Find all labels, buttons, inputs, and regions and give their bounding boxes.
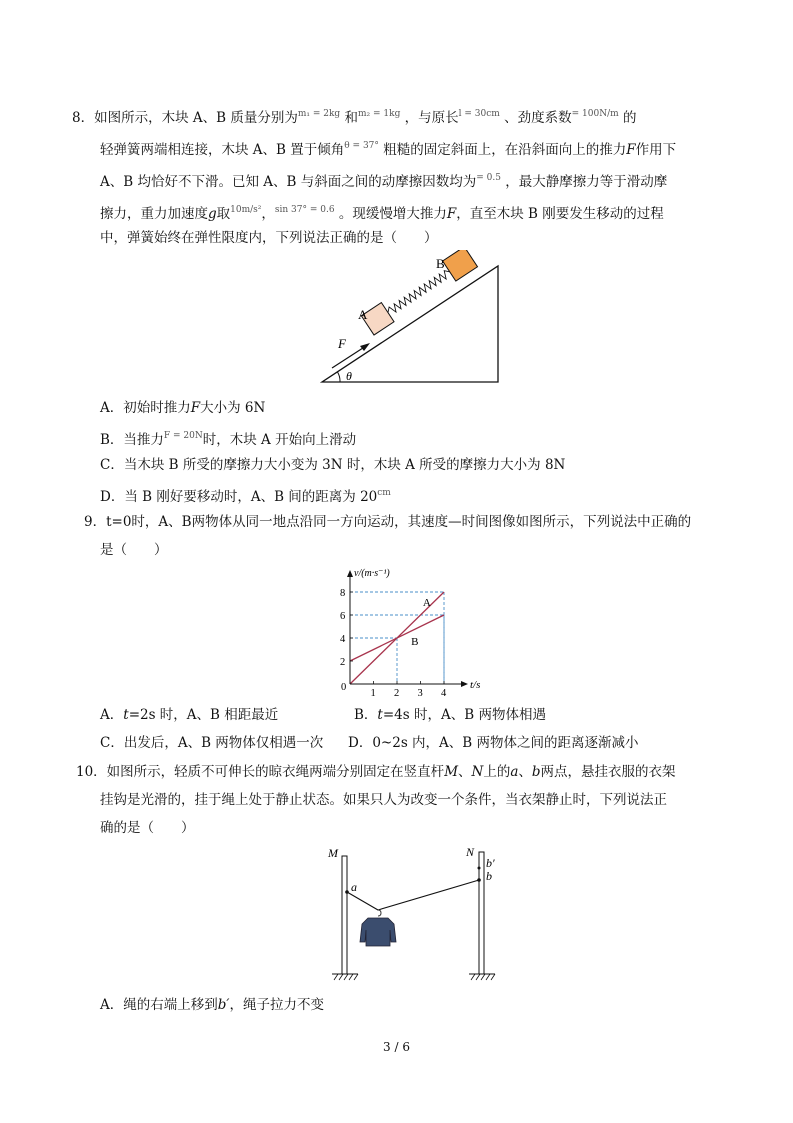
y-tick-4: 4 — [340, 634, 346, 645]
block-b — [443, 250, 478, 281]
formula-m2: m₂ = 1kg — [358, 109, 401, 119]
formula-angle: θ = 37° — [344, 141, 379, 151]
formula-length: l = 30cm — [458, 109, 500, 119]
x-axis-arrow — [461, 681, 468, 687]
x-tick-2: 2 — [394, 688, 400, 699]
q9-line-1: 9．t=0时，A、B两物体从同一地点沿同一方向运动，其速度—时间图像如图所示，下列说法中正确的 — [84, 514, 692, 530]
series-label-b: B — [411, 635, 419, 648]
q9-line-2: 是（ ） — [100, 542, 168, 558]
q8-option-b: B．当推力$^{F = 20N}$时，木块 A 开始向上滑动 — [100, 431, 357, 448]
x-tick-1: 1 — [370, 688, 376, 699]
q10-line-2: 挂钩是光滑的，挂于绳上处于静止状态。如果只人为改变一个条件，当衣架静止时，下列说法正 — [100, 792, 667, 808]
force-arrowhead — [360, 343, 370, 351]
q8-option-a: A．初始时推力F大小为 6N — [100, 400, 266, 416]
formula-k: = 100N/m — [571, 109, 619, 119]
label-b-prime: b′ — [486, 856, 495, 870]
formula-m1: m₁ = 2kg — [297, 109, 341, 119]
q8-line-3: A、B 均恰好不下滑。已知 A、B 与斜面之间的动摩擦因数均为$^{= 0.5}$ ，最大静摩擦力等于滑动摩 — [100, 173, 668, 190]
rope — [347, 880, 479, 910]
q8-line-5: 中，弹簧始终在弹性限度内，下列说法正确的是（ ） — [100, 230, 438, 246]
incline-figure — [318, 250, 508, 390]
y-axis-arrow — [347, 570, 353, 577]
x-axis-label: t/s — [470, 679, 481, 691]
pole-n — [479, 852, 484, 974]
q9-option-b: B．t=4s 时，A、B 两物体相遇 — [354, 707, 546, 723]
q10-option-a: A．绳的右端上移到b′，绳子拉力不变 — [100, 997, 324, 1013]
incline-wedge — [322, 266, 498, 382]
clothesline-figure — [320, 842, 510, 990]
label-b: B — [436, 256, 445, 271]
spring — [386, 269, 452, 316]
angle-arc — [338, 372, 341, 382]
q8-line-1: 8．如图所示，木块 A、B 质量分别为$^{m_1 = 2kg}$ 和$^{m_2 = 1kg}$ ，与原长$^{l = 30cm}$ 、劲度系数$^{= 100N/m}$ 的 — [72, 109, 637, 126]
sweater — [360, 918, 396, 946]
label-a: A — [358, 307, 368, 322]
label-m: M — [328, 846, 338, 860]
label-a-point: a — [351, 880, 357, 894]
formula-f20: F = 20N — [163, 431, 203, 441]
formula-cm: cm — [377, 488, 391, 498]
label-b-point: b — [486, 869, 492, 883]
y-tick-2: 2 — [340, 657, 346, 668]
q9-option-a: A．t=2s 时，A、B 相距最近 — [100, 707, 279, 723]
page-number: 3 / 6 — [383, 1040, 410, 1054]
pole-m — [342, 856, 347, 974]
series-label-a: A — [422, 596, 431, 609]
q8-option-d: D．当 B 刚好要移动时，A、B 间的距离为 $20^{cm}$ — [100, 488, 391, 505]
hanger-hook — [378, 910, 381, 916]
label-n: N — [466, 845, 475, 859]
point-a — [345, 890, 349, 894]
x-tick-4: 4 — [441, 688, 447, 699]
q8-line-2: 轻弹簧两端相连接，木块 A、B 置于倾角$^{\theta = 37^\circ}$ 粗糙的固定斜面上，在沿斜面向上的推力F作用下 — [100, 141, 677, 158]
q9-option-d: D．0~2s 内，A、B 两物体之间的距离逐渐减小 — [348, 735, 639, 751]
y-tick-6: 6 — [340, 611, 346, 622]
y-axis-label: v/(m·s⁻¹) — [354, 568, 390, 579]
q10-line-3: 确的是（ ） — [100, 820, 195, 836]
formula-mu: = 0.5 — [476, 173, 501, 183]
point-b-prime — [478, 867, 481, 870]
hatch-right — [471, 974, 495, 980]
origin-label: 0 — [341, 682, 347, 693]
y-tick-8: 8 — [340, 588, 346, 599]
q10-line-1: 10．如图所示，轻质不可伸长的晾衣绳两端分别固定在竖直杆M、N上的a、b两点，悬挂衣服的衣架 — [76, 764, 676, 780]
formula-sin: sin 37° = 0.6 — [274, 205, 335, 215]
x-tick-3: 3 — [417, 688, 423, 699]
formula-g: 10m/s² — [230, 205, 262, 215]
q8-line-4: 擦力，重力加速度g取$^{10m/s^2}$，$^{sin 37^\circ = 0.6}$ 。现缓慢增大推力F，直至木块 B 刚要发生移动的过程 — [100, 205, 664, 222]
force-label: F — [338, 336, 346, 351]
theta-label: θ — [346, 369, 352, 383]
q9-option-c: C．出发后，A、B 两物体仅相遇一次 — [100, 735, 324, 751]
hatch-left — [334, 974, 358, 980]
velocity-time-chart — [330, 562, 490, 702]
point-b — [477, 878, 481, 882]
q8-option-c: C．当木块 B 所受的摩擦力大小变为 3N 时，木块 A 所受的摩擦力大小为 8N — [100, 457, 566, 473]
